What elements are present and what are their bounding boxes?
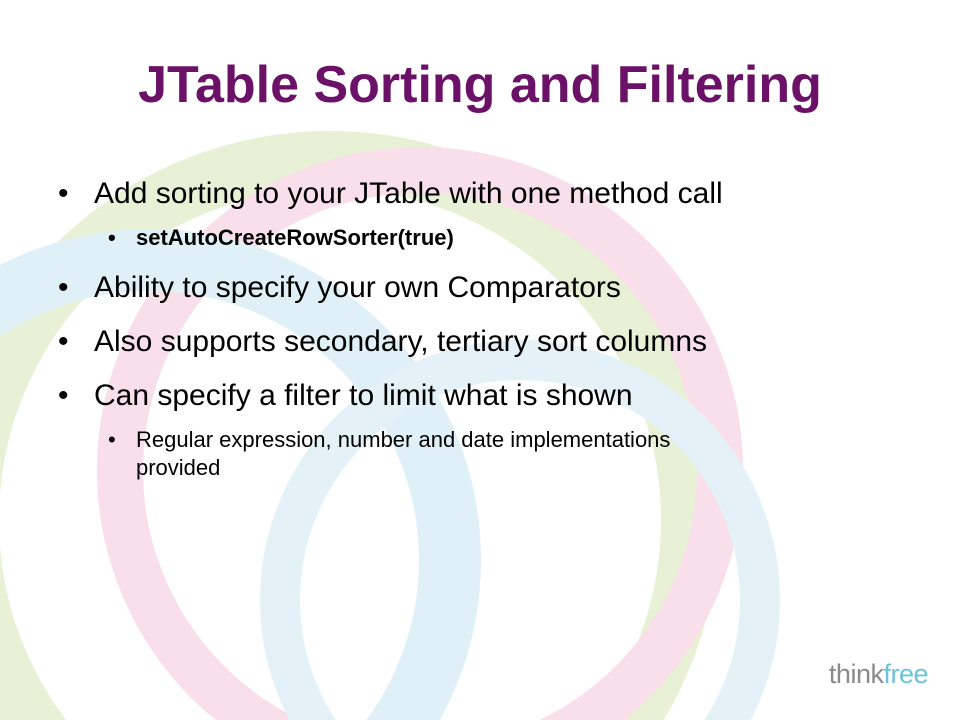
bullet-dot: • xyxy=(58,271,69,304)
bullet-text: Ability to specify your own Comparators xyxy=(94,271,621,304)
bullet-text: Regular expression, number and date implementations provided xyxy=(136,427,671,480)
bullet-text: Can specify a filter to limit what is shown xyxy=(94,379,633,412)
bullet-dot: • xyxy=(58,325,69,358)
logo-think: think xyxy=(828,659,884,689)
bullet-item xyxy=(58,378,918,414)
sub-bullet-item xyxy=(58,224,918,252)
bullet-dot: • xyxy=(58,177,69,210)
thinkfree-logo xyxy=(829,659,928,690)
bullet-text: setAutoCreateRowSorter(true) xyxy=(136,225,454,250)
bullet-dot: • xyxy=(108,427,116,452)
logo-free: free xyxy=(883,659,928,689)
bullet-item xyxy=(58,270,918,306)
bullet-dot: • xyxy=(58,379,69,412)
bullet-dot: • xyxy=(108,225,116,250)
bullet-item xyxy=(58,324,918,360)
bullet-item xyxy=(58,176,918,212)
bullet-text: Add sorting to your JTable with one method call xyxy=(94,177,723,210)
bullet-text: Also supports secondary, tertiary sort columns xyxy=(94,325,708,358)
slide-title: JTable Sorting and Filtering xyxy=(138,56,822,114)
sub-bullet-item xyxy=(58,426,696,482)
bullet-list xyxy=(58,176,918,500)
